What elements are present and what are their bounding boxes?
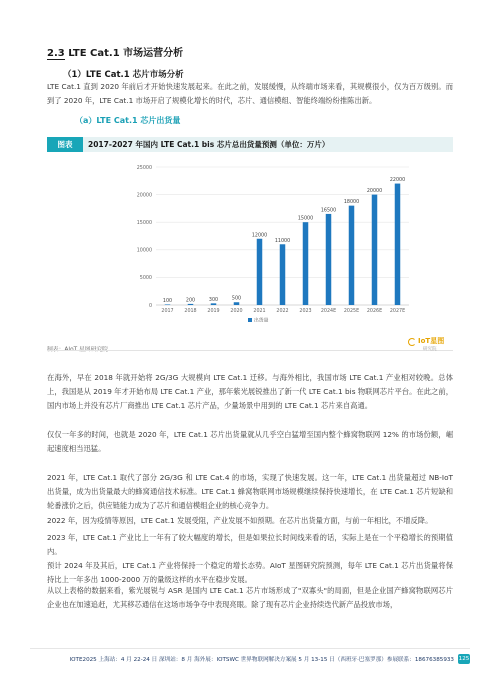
bar (234, 302, 240, 305)
figure-source: 制表：AIoT 星图研究院 (47, 347, 108, 353)
figure-title: 2017-2027 年国内 LTE Cat.1 bis 芯片总出货量预测（单位：万片） (88, 140, 330, 149)
y-tick-label: 15000 (136, 221, 152, 226)
x-tick-label: 2018 (184, 309, 197, 314)
logo-sub: 研究院 (423, 347, 437, 352)
data-label: 500 (231, 296, 242, 302)
data-label: 16500 (320, 208, 337, 214)
data-label: 300 (208, 297, 219, 303)
x-tick-label: 2022 (276, 309, 289, 314)
footer-divider (30, 648, 470, 649)
footer-text: IOTE2025 上海站：4 月 22-24 日 深圳站：8 月 海外展：IOTSWC 世界物联网解决方案展 5 月 13-15 日（西班牙·巴塞罗那）参展联系：18676385933 (69, 657, 454, 663)
bar (372, 195, 378, 305)
body-paragraph-7: 从以上表格的数据来看，紫光展锐与 ASR 是国内 LTE Cat.1 芯片市场形成了"双寡头"的局面，但是企业国产蜂窝物联网芯片企业也在加速追赶，尤其移芯通信在这场市场争夺中表现亮眼。除了现有芯片企业持续迭代新产品投放市场， (47, 586, 453, 610)
bar (165, 304, 171, 305)
bar (188, 304, 194, 305)
data-label: 100 (162, 298, 173, 304)
body-paragraph-2: 仅仅一年多的时间，也就是 2020 年，LTE Cat.1 芯片出货量就从几乎空白猛增至国内整个蜂窝物联网 12% 的市场份额，崛起速度相当迅猛。 (47, 430, 453, 454)
page-footer (0, 651, 500, 669)
y-tick-label: 0 (148, 303, 152, 309)
x-tick-label: 2019 (207, 309, 220, 314)
body-paragraph-6: 预计 2024 年及其后，LTE Cat.1 产业将保持一个稳定的增长态势。AIoT 星图研究院预测，每年 LTE Cat.1 芯片出货量将保持比上一年多出 1000-2000 万的量级这样的水平在稳步发展。 (47, 561, 453, 585)
x-tick-label: 2025E (343, 309, 360, 314)
shipment-bar-chart (47, 155, 453, 335)
legend-label: 出货量 (254, 318, 269, 324)
page-number: 125 (458, 656, 470, 662)
subsubsection-title: （a）LTE Cat.1 芯片出货量 (75, 116, 181, 125)
bar (349, 206, 355, 305)
bar (280, 244, 286, 305)
bar (395, 184, 401, 305)
body-paragraph-4: 2022 年，因为疫情等原因，LTE Cat.1 发展受阻，产业发展不如预期。在芯片出货量方面，与前一年相比，不增反降。 (47, 516, 433, 525)
y-tick-label: 5000 (139, 276, 152, 282)
section-title (47, 44, 183, 59)
figure-tag: 图表 160: (47, 137, 83, 152)
data-label: 200 (185, 298, 196, 304)
data-label: 22000 (389, 178, 406, 184)
legend-swatch (248, 318, 252, 322)
x-tick-label: 2023 (299, 309, 312, 314)
data-label: 18000 (343, 200, 360, 206)
data-label: 15000 (297, 216, 314, 222)
bar (303, 222, 309, 305)
x-tick-label: 2020 (230, 309, 243, 314)
logo-mark-icon (408, 338, 416, 346)
section-title-text: LTE Cat.1 市场运营分析 (68, 48, 184, 59)
y-tick-label: 25000 (136, 165, 152, 171)
x-tick-label: 2024E (320, 309, 337, 314)
research-logo (408, 336, 452, 354)
data-label: 11000 (274, 238, 291, 244)
bar (211, 303, 217, 305)
data-label: 20000 (366, 189, 383, 195)
subsection-title: （1）LTE Cat.1 芯片市场分析 (63, 70, 184, 80)
logo-name: IoT星图 (418, 337, 445, 345)
x-tick-label: 2027E (389, 309, 406, 314)
x-tick-label: 2021 (253, 309, 266, 314)
body-paragraph-3: 2021 年，LTE Cat.1 取代了部分 2G/3G 和 LTE Cat.4 的市场，实现了快速发展。这一年，LTE Cat.1 出货量超过 NB-IoT 出货量，成为出货量最大的蜂窝通信技术标准。LTE Cat.1 蜂窝物联网市场规模继续保持快速增长，在 LTE Cat.1 芯片短缺和轮番涨价之后，供应链能力成为了芯片和通信模组企业的核心竞争力。 (47, 473, 453, 511)
body-paragraph-1: 在海外，早在 2018 年就开始将 2G/3G 大规模向 LTE Cat.1 迁移。与海外相比，我国市场 LTE Cat.1 产业相对较晚。总体上，我国是从 2019 年才开始布局 LTE Cat.1 产业，那年紫光展锐推出了新一代 LTE Cat.1 bis 物联网芯片平台。在此之前，国内市场上并没有芯片厂商推出 LTE Cat.1 芯片产品，少量场景中用到的 LTE Cat.1 芯片来自高通。 (47, 373, 453, 411)
body-paragraph-5: 2023 年，LTE Cat.1 产业比上一年有了较大幅度的增长，但是如果拉长时间线来看的话，实际上是在一个平稳增长的预期值内。 (47, 533, 453, 557)
data-label: 12000 (251, 233, 268, 239)
bar (257, 239, 263, 305)
x-tick-label: 2017 (161, 309, 174, 314)
x-tick-label: 2026E (366, 309, 383, 314)
y-tick-label: 20000 (136, 193, 152, 199)
bar (326, 214, 332, 305)
intro-paragraph: LTE Cat.1 直到 2020 年前后才开始快速发展起来。在此之前，发展缓慢，从终端市场来看，其规模很小，仅为百万级别。而到了 2020 年，LTE Cat.1 市场开启了规模化增长的时代，芯片、通信模组、智能终端纷纷推陈出新。 (47, 82, 453, 106)
section-number: 2.3 (47, 48, 65, 59)
figure-divider (47, 350, 453, 351)
figure-caption-bar (47, 137, 453, 164)
y-tick-label: 10000 (136, 248, 152, 254)
